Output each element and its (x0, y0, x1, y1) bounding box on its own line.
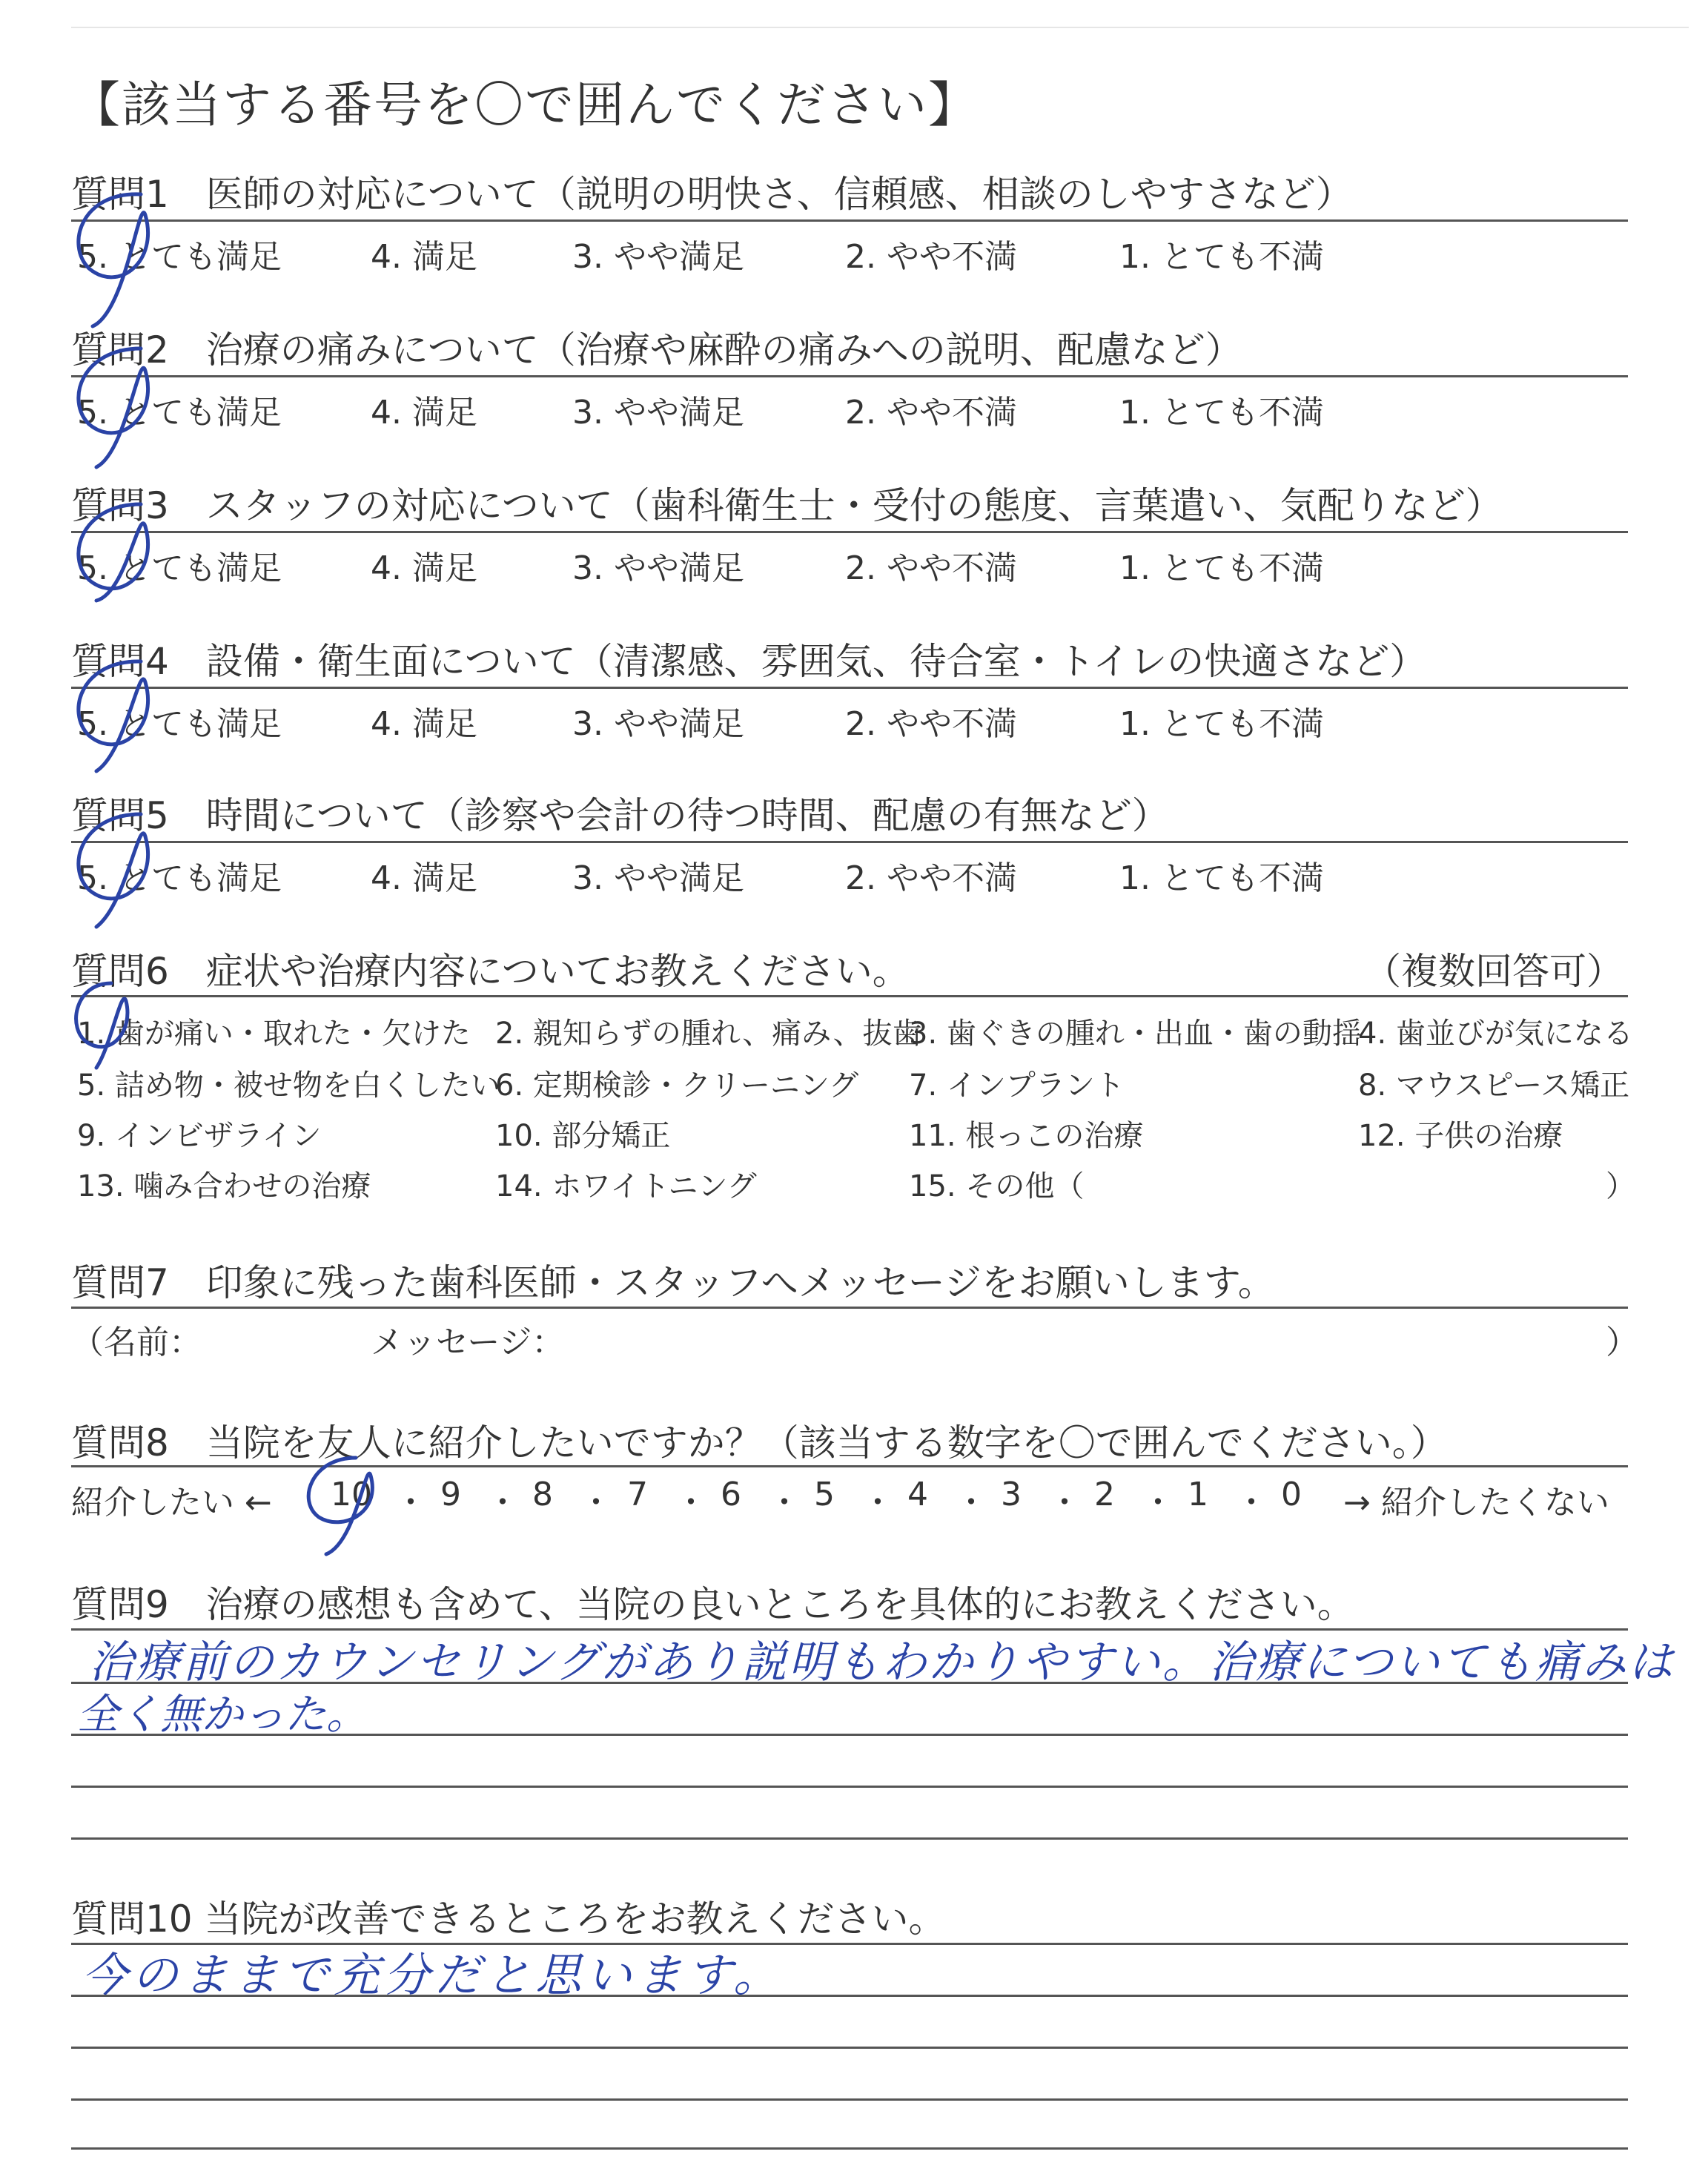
q7-name-label: （名前： (71, 1324, 202, 1361)
q2-option-1[interactable]: 1. とても不満 (1119, 394, 1324, 432)
q8-scale-10[interactable]: 10 (331, 1476, 372, 1513)
q8-scale-dot: ・ (1235, 1484, 1268, 1522)
q10-handwritten-answer[interactable]: 今のままで充分だと思います。 (82, 1948, 784, 2002)
q8-scale-7[interactable]: 7 (627, 1476, 648, 1513)
q6-option-15-close: ） (1606, 1169, 1635, 1203)
q6-option-8[interactable]: 8. マウスピース矯正 (1358, 1069, 1630, 1103)
q8-scale-2[interactable]: 2 (1094, 1476, 1115, 1513)
q1-option-3[interactable]: 3. やや満足 (572, 238, 744, 276)
q6-option-12[interactable]: 12. 子供の治療 (1358, 1119, 1563, 1153)
q8-scale-dot: ・ (768, 1484, 801, 1522)
question-4-rule (71, 687, 1628, 689)
q4-option-4[interactable]: 4. 満足 (371, 705, 477, 743)
question-1-label: 質問1 医師の対応について（説明の明快さ、信頼感、相談のしやすさなど） (71, 173, 1353, 216)
q6-option-1[interactable]: 1. 歯が痛い・取れた・欠けた (77, 1017, 471, 1051)
q3-option-5[interactable]: 5. とても満足 (77, 549, 282, 587)
q6-option-4[interactable]: 4. 歯並びが気になる (1358, 1017, 1633, 1051)
q9-answer-line-4 (71, 1786, 1628, 1788)
question-3-label: 質問3 スタッフの対応について（歯科衛生士・受付の態度、言葉遣い、気配りなど） (71, 484, 1503, 527)
q6-option-13[interactable]: 13. 噛み合わせの治療 (77, 1169, 371, 1203)
q9-answer-line-5 (71, 1837, 1628, 1840)
q8-scale-6[interactable]: 6 (721, 1476, 741, 1513)
q8-scale-dot: ・ (1048, 1484, 1081, 1522)
question-6-note: （複数回答可） (1364, 950, 1623, 993)
question-8-label: 質問8 当院を友人に紹介したいですか？（該当する数字を〇で囲んでください。） (71, 1421, 1448, 1464)
q8-scale-dot: ・ (394, 1484, 427, 1522)
q4-option-5[interactable]: 5. とても満足 (77, 705, 282, 743)
question-5-rule (71, 841, 1628, 843)
page-edge (71, 27, 1689, 28)
q8-scale-dot: ・ (861, 1484, 894, 1522)
question-7-rule (71, 1307, 1628, 1309)
question-8-rule (71, 1465, 1628, 1467)
q3-option-1[interactable]: 1. とても不満 (1119, 549, 1324, 587)
q8-scale-9[interactable]: 9 (440, 1476, 461, 1513)
q1-option-2[interactable]: 2. やや不満 (845, 238, 1017, 276)
q8-scale-8[interactable]: 8 (532, 1476, 553, 1513)
q8-scale-dot: ・ (486, 1484, 519, 1522)
question-10-label: 質問10 当院が改善できるところをお教えください。 (71, 1898, 946, 1941)
q2-option-5[interactable]: 5. とても満足 (77, 394, 282, 432)
q6-option-2[interactable]: 2. 親知らずの腫れ、痛み、抜歯 (495, 1017, 922, 1051)
q8-scale-3[interactable]: 3 (1001, 1476, 1022, 1513)
question-7-label: 質問7 印象に残った歯科医師・スタッフへメッセージをお願いします。 (71, 1261, 1275, 1304)
q3-option-4[interactable]: 4. 満足 (371, 549, 477, 587)
question-3-rule (71, 531, 1628, 533)
question-6-rule (71, 995, 1628, 997)
question-2-rule (71, 375, 1628, 377)
q8-left-label: 紹介したい ← (71, 1484, 272, 1522)
q3-option-3[interactable]: 3. やや満足 (572, 549, 744, 587)
q4-option-2[interactable]: 2. やや不満 (845, 705, 1017, 743)
q6-option-9[interactable]: 9. インビザライン (77, 1119, 322, 1153)
q4-option-3[interactable]: 3. やや満足 (572, 705, 744, 743)
question-1-rule (71, 219, 1628, 222)
q1-option-4[interactable]: 4. 満足 (371, 238, 477, 276)
q7-close-paren: ） (1606, 1324, 1638, 1361)
q2-option-2[interactable]: 2. やや不満 (845, 394, 1017, 432)
question-2-label: 質問2 治療の痛みについて（治療や麻酔の痛みへの説明、配慮など） (71, 328, 1242, 371)
question-4-label: 質問4 設備・衛生面について（清潔感、雰囲気、待合室・トイレの快適さなど） (71, 640, 1427, 683)
q6-option-14[interactable]: 14. ホワイトニング (495, 1169, 757, 1203)
q4-option-1[interactable]: 1. とても不満 (1119, 705, 1324, 743)
q1-option-5[interactable]: 5. とても満足 (77, 238, 282, 276)
q10-answer-line-4 (71, 2098, 1628, 2101)
question-5-label: 質問5 時間について（診察や会計の待つ時間、配慮の有無など） (71, 794, 1169, 837)
q1-option-1[interactable]: 1. とても不満 (1119, 238, 1324, 276)
question-6-label: 質問6 症状や治療内容についてお教えください。 (71, 950, 910, 993)
q9-handwritten-answer-2[interactable]: 全く無かった。 (77, 1691, 368, 1739)
q3-option-2[interactable]: 2. やや不満 (845, 549, 1017, 587)
question-9-label: 質問9 治療の感想も含めて、当院の良いところを具体的にお教えください。 (71, 1583, 1354, 1626)
q6-option-6[interactable]: 6. 定期検診・クリーニング (495, 1069, 859, 1103)
q2-option-3[interactable]: 3. やや満足 (572, 394, 744, 432)
q8-scale-dot: ・ (955, 1484, 987, 1522)
q2-option-4[interactable]: 4. 満足 (371, 394, 477, 432)
q8-scale-4[interactable]: 4 (907, 1476, 928, 1513)
q8-scale-dot: ・ (675, 1484, 707, 1522)
q6-option-11[interactable]: 11. 根っこの治療 (909, 1119, 1144, 1153)
q6-option-15[interactable]: 15. その他（ (909, 1169, 1085, 1203)
q9-handwritten-answer-1[interactable]: 治療前のカウンセリングがあり説明もわかりやすい。治療についても痛みは (89, 1636, 1675, 1688)
q10-answer-line-5 (71, 2147, 1628, 2150)
q8-scale-dot: ・ (1142, 1484, 1174, 1522)
q10-answer-line-3 (71, 2047, 1628, 2049)
q6-option-7[interactable]: 7. インプラント (909, 1069, 1125, 1103)
q6-option-3[interactable]: 3. 歯ぐきの腫れ・出血・歯の動揺 (909, 1017, 1362, 1051)
form-header: 【該当する番号を〇で囲んでください】 (71, 76, 979, 133)
q8-scale-0[interactable]: 0 (1281, 1476, 1302, 1513)
q6-option-5[interactable]: 5. 詰め物・被せ物を白くしたい (77, 1069, 500, 1103)
q5-option-5[interactable]: 5. とても満足 (77, 859, 282, 897)
q7-message-label: メッセージ： (371, 1324, 565, 1361)
q8-scale-5[interactable]: 5 (814, 1476, 835, 1513)
q5-option-1[interactable]: 1. とても不満 (1119, 859, 1324, 897)
q5-option-4[interactable]: 4. 満足 (371, 859, 477, 897)
q5-option-2[interactable]: 2. やや不満 (845, 859, 1017, 897)
q8-right-label: → 紹介したくない (1343, 1484, 1609, 1522)
q5-option-3[interactable]: 3. やや満足 (572, 859, 744, 897)
q8-scale-1[interactable]: 1 (1188, 1476, 1208, 1513)
q8-scale-dot: ・ (580, 1484, 612, 1522)
q6-option-10[interactable]: 10. 部分矯正 (495, 1119, 671, 1153)
